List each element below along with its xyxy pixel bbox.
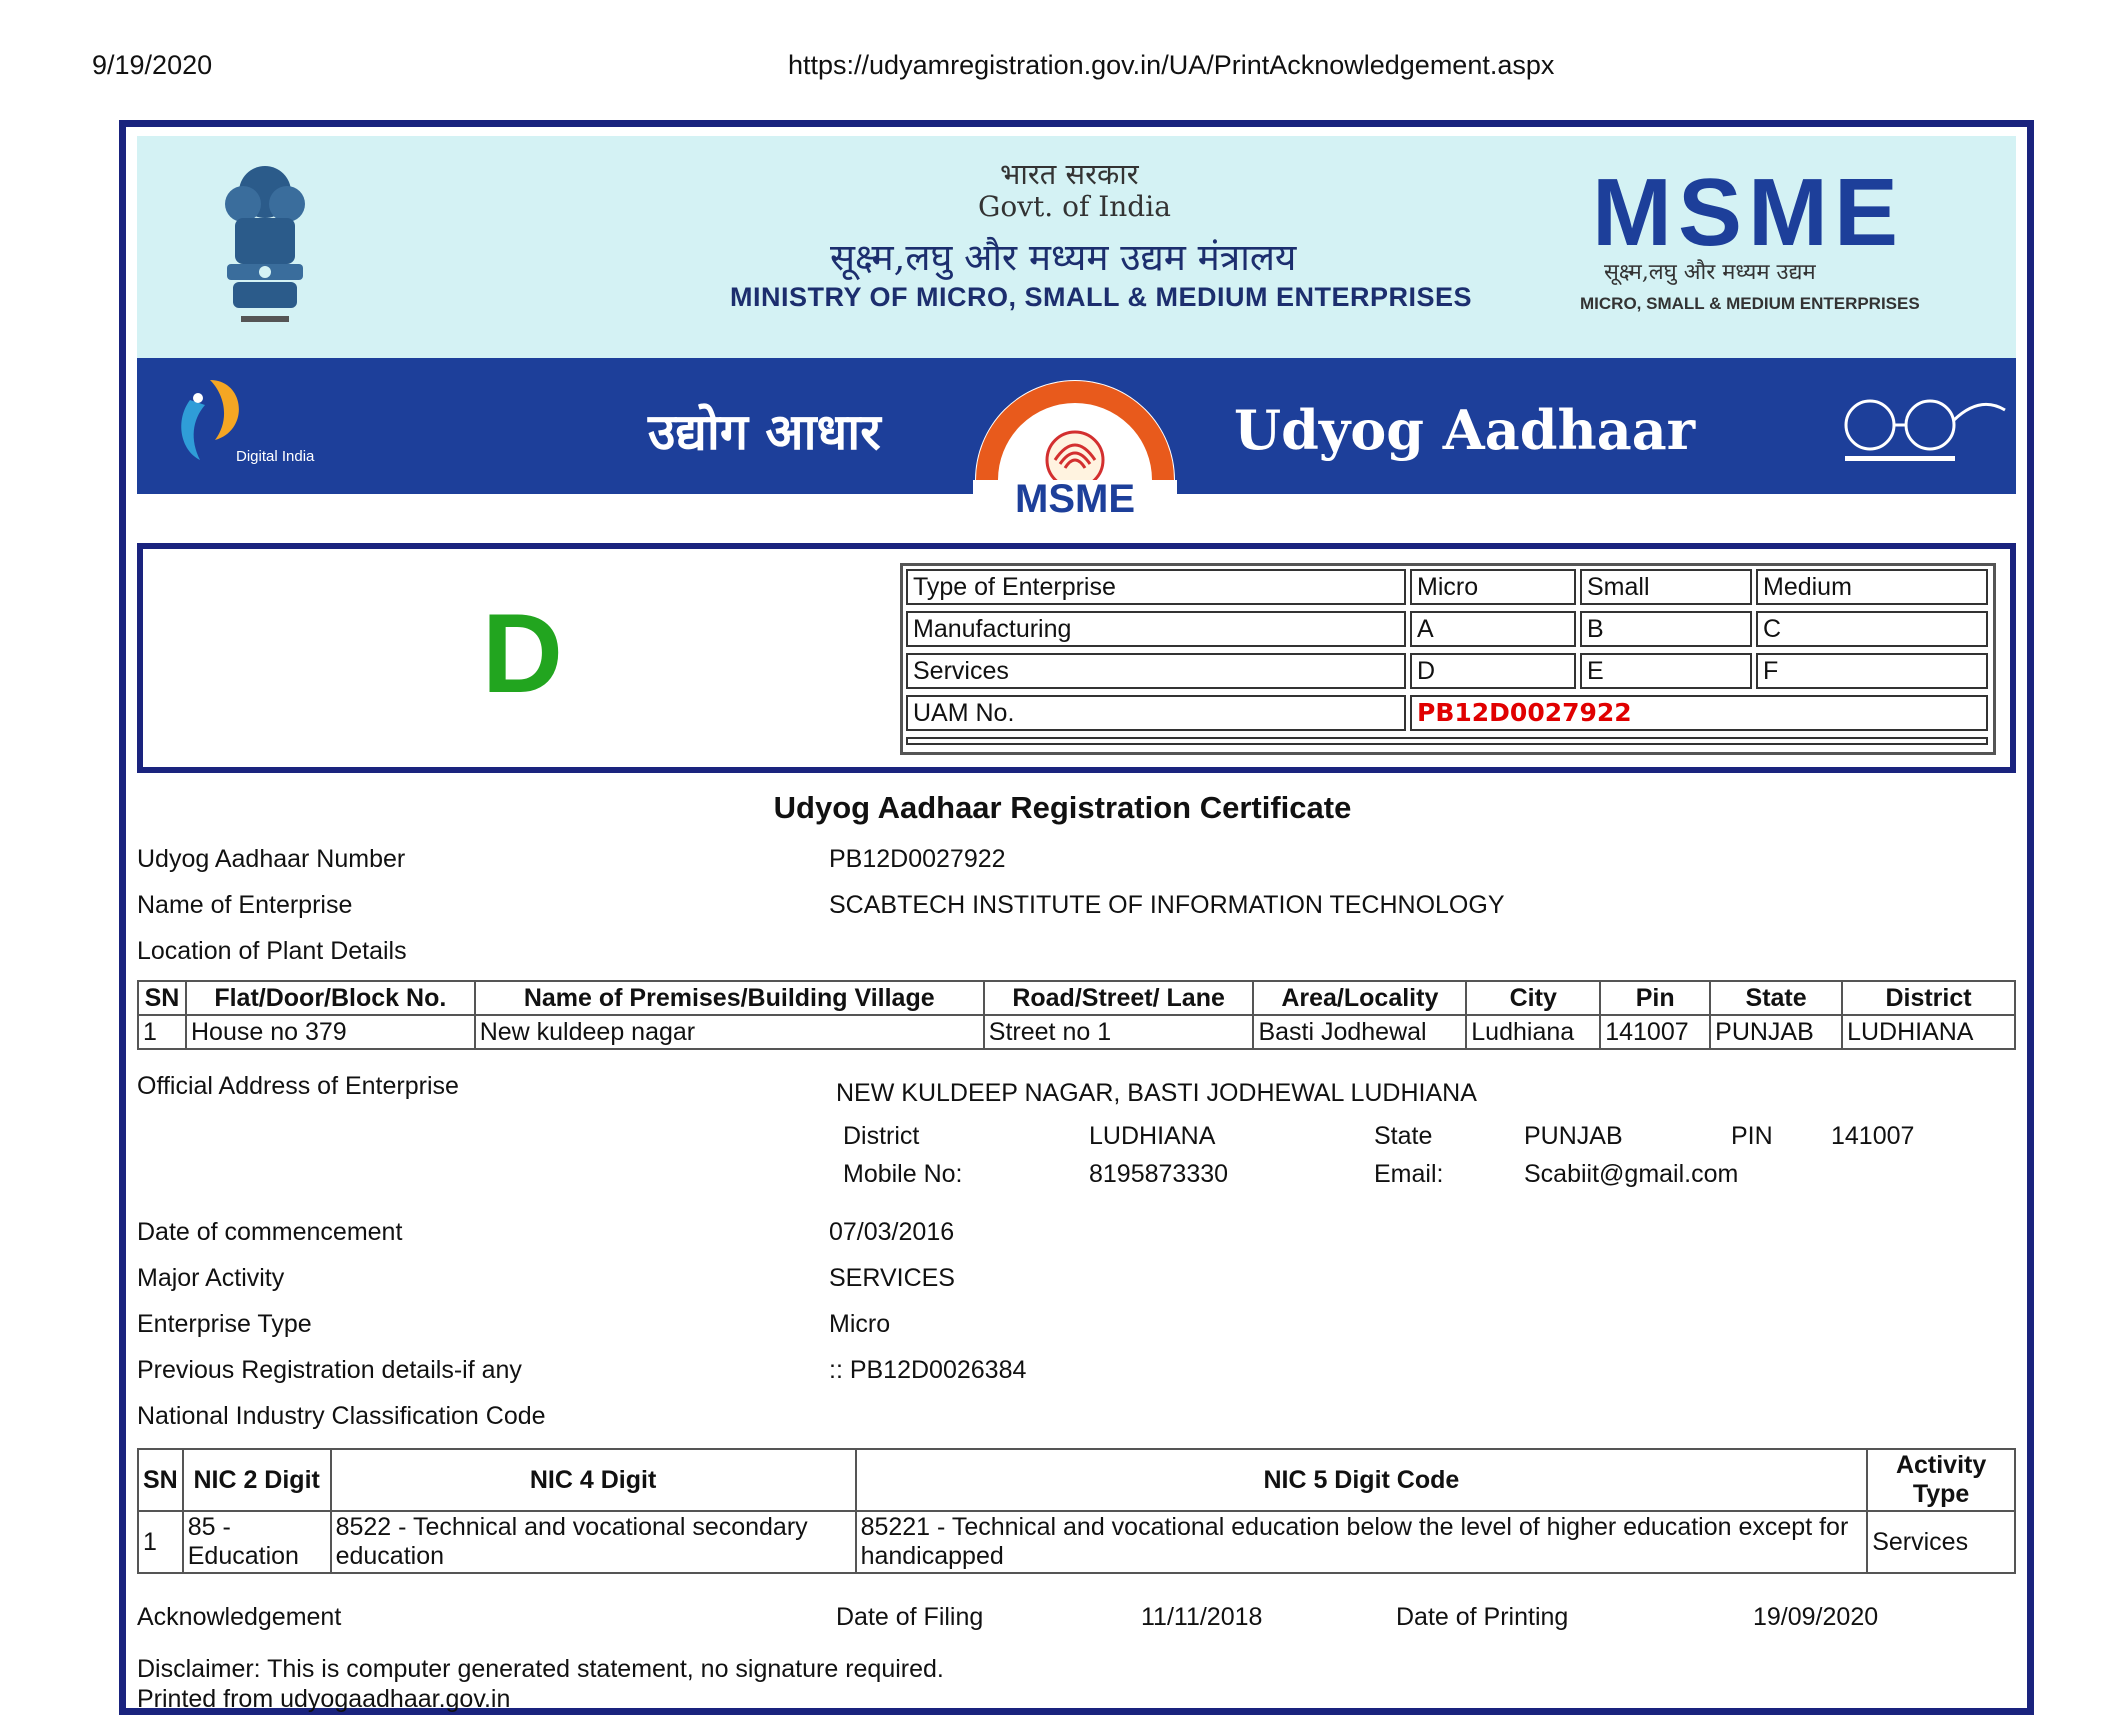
previous-registration-value: :: PB12D0026384 [829, 1356, 1027, 1384]
uam-number: PB12D0027922 [1410, 695, 1988, 731]
plant-header-flat: Flat/Door/Block No. [186, 981, 475, 1015]
printed-from-text: Printed from udyogaadhaar.gov.in [137, 1685, 511, 1713]
msme-subtitle: MICRO, SMALL & MEDIUM ENTERPRISES [1580, 294, 1920, 313]
nic-header-5digit: NIC 5 Digit Code [856, 1449, 1868, 1511]
official-address-label: Official Address of Enterprise [137, 1072, 459, 1100]
print-url: https://udyamregistration.gov.in/UA/PrintAcknowledgement.aspx [788, 50, 1555, 80]
plant-cell-pin: 141007 [1600, 1015, 1710, 1049]
plant-cell-sn: 1 [138, 1015, 186, 1049]
uam-label: UAM No. [906, 695, 1406, 731]
ministry-hindi-text: सूक्ष्म,लघु और मध्यम उद्यम मंत्रालय [830, 236, 1297, 279]
certificate-title: Udyog Aadhaar Registration Certificate [773, 790, 1352, 825]
plant-header-sn: SN [138, 981, 186, 1015]
commencement-label: Date of commencement [137, 1218, 403, 1246]
udyog-hindi-title: उद्योग आधार [648, 402, 881, 461]
acknowledgement-label: Acknowledgement [137, 1603, 342, 1631]
type-row-cell: F [1756, 653, 1988, 689]
enterprise-name-value: SCABTECH INSTITUTE OF INFORMATION TECHNOLOGY [829, 891, 1505, 919]
nic-cell-activity: Services [1867, 1511, 2015, 1573]
type-row-label: Services [906, 653, 1406, 689]
major-activity-label: Major Activity [137, 1264, 285, 1292]
email-value: Scabiit@gmail.com [1524, 1160, 1739, 1188]
plant-header-premises: Name of Premises/Building Village [475, 981, 984, 1015]
type-header-label: Type of Enterprise [906, 569, 1406, 605]
nic-cell-sn: 1 [138, 1511, 183, 1573]
state-value: PUNJAB [1524, 1122, 1623, 1150]
mobile-value: 8195873330 [1089, 1160, 1229, 1188]
table-row [138, 1015, 2015, 1049]
disclaimer-text: Disclaimer: This is computer generated statement, no signature required. [137, 1655, 944, 1683]
plant-cell-road: Street no 1 [984, 1015, 1254, 1049]
swachh-bharat-icon [1820, 390, 2010, 470]
nic-table [137, 1448, 2016, 1574]
printing-date-label: Date of Printing [1396, 1603, 1569, 1631]
aadhaar-number-value: PB12D0027922 [829, 845, 1006, 873]
plant-header-city: City [1466, 981, 1600, 1015]
plant-header-area: Area/Locality [1253, 981, 1466, 1015]
nic-cell-4digit: 8522 - Technical and vocational secondary education [331, 1511, 856, 1573]
udyog-english-title: Udyog Aadhaar [1234, 398, 1696, 462]
msme-hindi-text: सूक्ष्म,लघु और मध्यम उद्यम [1604, 260, 1816, 285]
district-value: LUDHIANA [1089, 1122, 1216, 1150]
plant-header-road: Road/Street/ Lane [984, 981, 1254, 1015]
plant-header-pin: Pin [1600, 981, 1710, 1015]
nic-cell-2digit: 85 - Education [183, 1511, 331, 1573]
email-label: Email: [1374, 1160, 1444, 1188]
state-label: State [1374, 1122, 1433, 1150]
table-row [138, 1511, 2015, 1573]
type-header-medium: Medium [1756, 569, 1988, 605]
type-row-cell: E [1580, 653, 1752, 689]
enterprise-category-letter: D [482, 591, 563, 716]
enterprise-type-label: Enterprise Type [137, 1310, 312, 1338]
type-table-footer-rule [906, 737, 1988, 745]
nic-header-sn: SN [138, 1449, 183, 1511]
mobile-label: Mobile No: [843, 1160, 963, 1188]
plant-cell-area: Basti Jodhewal [1253, 1015, 1466, 1049]
msme-logo: MSME [1592, 159, 1904, 266]
type-row-cell: D [1410, 653, 1576, 689]
type-header-micro: Micro [1410, 569, 1576, 605]
govt-english-text: Govt. of India [978, 190, 1171, 223]
type-row-cell: B [1580, 611, 1752, 647]
svg-text:MSME: MSME [1015, 477, 1135, 520]
pin-value: 141007 [1831, 1122, 1915, 1150]
govt-hindi-text: भारत सरकार [1000, 157, 1139, 191]
print-date: 9/19/2020 [92, 50, 213, 80]
filing-date-value: 11/11/2018 [1141, 1603, 1263, 1631]
type-row-cell: A [1410, 611, 1576, 647]
nic-label: National Industry Classification Code [137, 1402, 546, 1430]
aadhaar-number-label: Udyog Aadhaar Number [137, 845, 406, 873]
printing-date-value: 19/09/2020 [1753, 1603, 1879, 1631]
pin-label: PIN [1731, 1122, 1773, 1150]
plant-cell-premises: New kuldeep nagar [475, 1015, 984, 1049]
ashoka-emblem-icon [207, 160, 323, 330]
digital-india-text: Digital India [236, 448, 315, 465]
plant-cell-flat: House no 379 [186, 1015, 475, 1049]
nic-cell-5digit: 85221 - Technical and vocational education below the level of higher education except for handicapped [856, 1511, 1868, 1573]
nic-header-2digit: NIC 2 Digit [183, 1449, 331, 1511]
commencement-value: 07/03/2016 [829, 1218, 955, 1246]
nic-header-4digit: NIC 4 Digit [331, 1449, 856, 1511]
plant-header-district: District [1842, 981, 2015, 1015]
nic-header-activity: Activity Type [1867, 1449, 2015, 1511]
plant-cell-district: LUDHIANA [1842, 1015, 2015, 1049]
plant-location-label: Location of Plant Details [137, 937, 407, 965]
ministry-english-text: MINISTRY OF MICRO, SMALL & MEDIUM ENTERPRISES [730, 282, 1473, 312]
previous-registration-label: Previous Registration details-if any [137, 1356, 522, 1384]
type-header-small: Small [1580, 569, 1752, 605]
plant-cell-city: Ludhiana [1466, 1015, 1600, 1049]
enterprise-type-value: Micro [829, 1310, 891, 1338]
plant-cell-state: PUNJAB [1710, 1015, 1842, 1049]
official-address-value: NEW KULDEEP NAGAR, BASTI JODHEWAL LUDHIANA [836, 1079, 1477, 1107]
plant-header-state: State [1710, 981, 1842, 1015]
type-row-label: Manufacturing [906, 611, 1406, 647]
type-row-cell: C [1756, 611, 1988, 647]
enterprise-name-label: Name of Enterprise [137, 891, 353, 919]
udyog-aadhaar-seal-icon [965, 360, 1185, 520]
district-label: District [843, 1122, 920, 1150]
plant-location-table [137, 980, 2016, 1050]
filing-date-label: Date of Filing [836, 1603, 984, 1631]
major-activity-value: SERVICES [829, 1264, 955, 1292]
